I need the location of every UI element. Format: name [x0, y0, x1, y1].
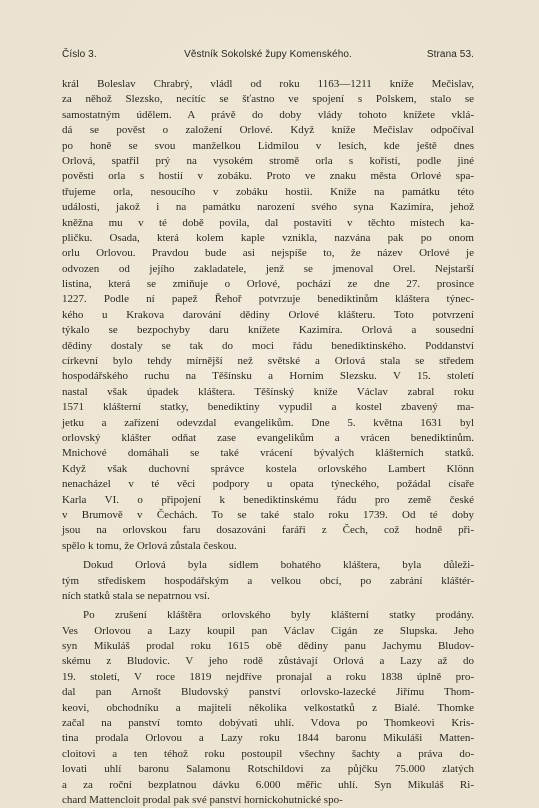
issue-number: Číslo 3. — [62, 49, 97, 60]
text-line: jetku a zařízení odevzdal evangelikům. Dne 5. května 1631 byl — [62, 416, 474, 429]
text-line: ních statků stala se nepatrnou vsí. — [62, 589, 210, 602]
text-line: hospodářského ruchu na Těšínsku a Hornim Slezsku. V 15. století — [62, 370, 474, 383]
text-line: církevní bylo tehdy mírnější než světské a Orlová stala se středem — [62, 355, 474, 368]
text-line: Dokud Orlová byla sídlem bohatého kláštera, byla důleži- — [83, 559, 474, 572]
text-line: dal pan Arnošt Bludovský panství orlovsko-lazecké Jiřímu Thom- — [62, 686, 474, 699]
text-line: nastal však úpadek kláštera. Těšínský kníže Václav zabral roku — [62, 385, 474, 398]
paragraph — [62, 608, 474, 808]
text-line: nenacházel v té věci podpory u opata týneckého, požádal císaře — [62, 478, 474, 491]
text-line: král Boleslav Chrabrý, vládl od roku 1163—1211 kníže Mečislav, — [62, 78, 474, 90]
text-line: pličku. Osada, která kolem kaple vznikla, nazvána pak po onom — [62, 231, 474, 244]
text-line: Když však duchovní správce kostela orlovského Lambert Klönn — [62, 462, 474, 475]
text-line: chard Mattencloit prodal pak své panství hornickohutnické spo- — [62, 793, 343, 806]
text-line: samostatným údělem. A právě do doby vlády tohoto knížete vklá- — [62, 108, 474, 121]
publication-title: Věstník Sokolské župy Komenského. — [184, 49, 352, 60]
text-line: 1227. Podle ní papež Řehoř potvrzuje benediktinům kláštera týnec- — [62, 293, 474, 306]
text-line: po honě se svou manželkou Lidmilou v lesích, kde ještě dnes — [62, 139, 474, 152]
text-line: Mnichové domáhali se také vrácení bývalých klášterních statků. — [62, 447, 474, 460]
text-line: listina, která se zmiňuje o Orlové, pochází ze dne 27. prosince — [62, 278, 474, 291]
text-line: 1571 klášterní statky, benediktiny vypudil a kostel zbavený ma- — [62, 401, 474, 414]
text-line: kého u Krakova darování dědiny Orlové klášteru. Toto potvrzení — [62, 308, 474, 321]
text-line: dá se pověst o založení Orlové. Když kníže Mečislav odpočíval — [62, 124, 474, 137]
running-header — [62, 49, 474, 63]
text-line: za něhož Slezsko, necítíc se šťastno ve spojení s Polskem, stalo se — [62, 93, 474, 106]
page-number: Strana 53. — [426, 49, 474, 60]
text-line: tina prodala Orlovou a Lazy roku 1844 baronu Mikuláši Matten- — [62, 732, 474, 745]
text-line: skému z Bludovic. V jeho rodě zůstávají Orlová a Lazy až do — [62, 655, 474, 668]
text-line: události, jakož i na památku narození svého syna Kazimíra, jehož — [62, 201, 474, 214]
text-line: Karla VI. o připojení k benediktinskému řádu pro země české — [62, 493, 474, 506]
text-line: keovi, obchodníku a majiteli několika velkostatků z Bialé. Thomke — [62, 701, 474, 714]
paragraph — [62, 558, 474, 604]
text-line: a za roční bezplatnou dávku 6.000 měřic uhlí. Syn Mikuláš Ri- — [62, 778, 474, 791]
text-line: v Brumově v Čechách. To se také stalo roku 1739. Od té doby — [62, 508, 474, 521]
text-line: tým střediskem hospodářským a velkou obcí, po zabrání kláštér- — [62, 574, 474, 587]
article-body — [62, 77, 474, 808]
text-line: orlovský klášter odňat zase evangelikům a vrácen benediktinům. — [62, 431, 474, 444]
text-line: třujeme orla, nesoucího v zobáku hostii. Kníže na památku této — [62, 185, 474, 198]
text-line: pověsti orla s hostií v zobáku. Proto ve znaku města Orlové spa- — [62, 170, 474, 183]
text-line: začal na panství tomto dobývati uhlí. Vdova po Thomkeovi Kris- — [62, 717, 474, 730]
text-line: Orlová, spatřil prý na vysokém stromě orla s kořistí, podle jiné — [62, 154, 474, 167]
text-line: týkalo se bezpochyby daru knížete Kazimíra. Orlová a sousední — [62, 324, 474, 337]
text-line: spělo k tomu, že Orlová zůstala českou. — [62, 539, 237, 552]
text-line: dědiny dostaly se tak do moci řádu benediktinského. Poddanství — [62, 339, 474, 352]
text-line: syn Mikuláš prodal roku 1615 obě dědiny panu Jachymu Bludov- — [62, 640, 474, 653]
text-line: orlu Orlovou. Pravdou bude asi nejspíše to, že název Orlové je — [62, 247, 474, 260]
text-line: lovati uhlí baronu Salamonu Rotschildovi za půjčku 75.000 zlatých — [62, 763, 474, 776]
text-line: kněžna mu v té době povila, dal postaviti v těchto místech ka- — [62, 216, 474, 229]
text-line: odvozen od jejího zakladatele, jenž se jmenoval Orel. Nejstarší — [62, 262, 474, 275]
text-line: Ves Orlovou a Lazy koupil pan Václav Cigán ze Slupska. Jeho — [62, 624, 474, 637]
text-line: cloitovi a ten téhož roku postoupil všechny šachty a práva do- — [62, 747, 474, 760]
text-line: Po zrušení kláštěra orlovského byly klášterní statky prodány. — [83, 609, 474, 622]
text-line: 19. století, V roce 1819 nejdříve pronajal a roku 1838 úplně pro- — [62, 670, 474, 683]
text-line: jsou na orlovskou faru dosazováni faráři z Čech, což hodně při- — [62, 524, 474, 537]
paragraph — [62, 77, 474, 554]
